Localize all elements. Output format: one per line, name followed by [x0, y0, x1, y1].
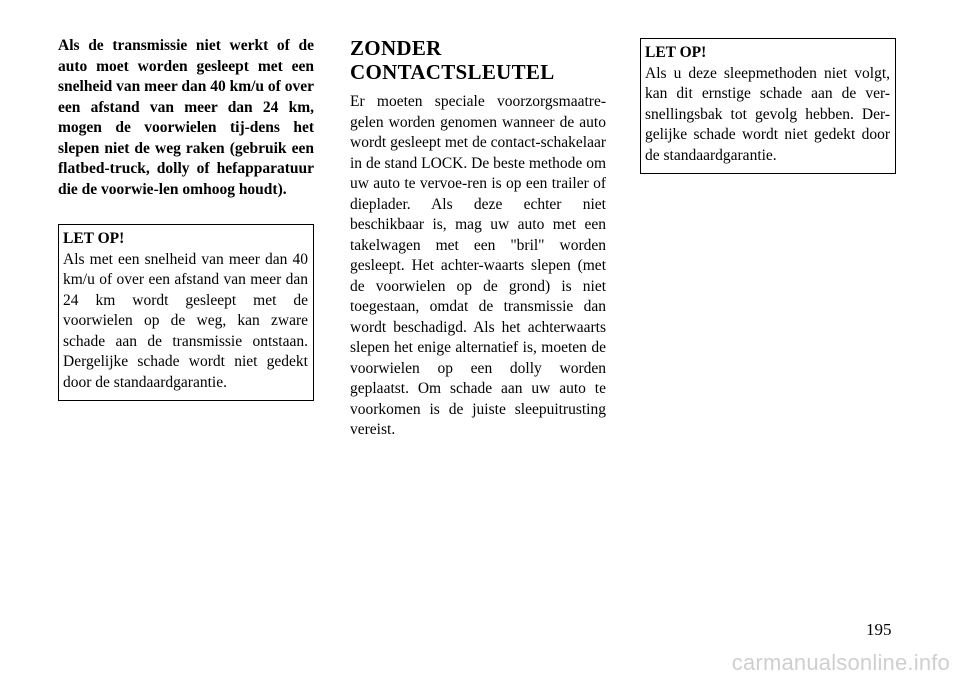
- middle-column: [350, 36, 606, 441]
- towing-warning-paragraph: Als de transmissie niet werkt of de auto moet worden gesleept met een snelheid van meer dan 40 km/u of over een afstand van meer dan 24 km, mogen de voorwielen tij-dens het slepen niet de weg raken (gebruik een flatbed-truck, dolly of hefapparatuur die de voorwie-len omhoog houdt).: [58, 37, 314, 198]
- caution-title: LET OP!: [63, 230, 125, 247]
- caution-title: LET OP!: [645, 44, 707, 61]
- page-number: 195: [866, 620, 892, 639]
- caution-text: Als met een snelheid van meer dan 40 km/u of over een afstand van meer dan 24 km wordt gesleept met de voorwielen op de weg, kan zware schade aan de transmissie ontstaan. Dergelijke schade wordt niet gedekt door de standaardgarantie.: [63, 250, 308, 391]
- caution-box: [640, 38, 896, 174]
- caution-box: [58, 224, 314, 401]
- caution-text: Als u deze sleepmethoden niet volgt, kan dit ernstige schade aan de ver-snellingsbak tot gevolg hebben. Der-gelijke schade wordt niet gedekt door de standaardgarantie.: [645, 64, 890, 164]
- watermark: carmanualsonline.info: [731, 650, 950, 675]
- section-body: Er moeten speciale voorzorgsmaatre-gelen worden genomen wanneer de auto wordt gesleept met de contact-schakelaar in de stand LOCK. De beste methode om uw auto te vervoe-ren is op een trailer of dieplader. Als deze echter niet beschikbaar is, mag uw auto met een takelwagen met een "bril" worden gesleept. Het achter-waarts slepen (met de voorwielen op de grond) is niet toegestaan, omdat de transmissie dan wordt beschadigd. Als het achterwaarts slepen het enige alternatief is, moeten de voorwielen op een dolly worden geplaatst. Om schade aan uw auto te voorkomen is de juiste sleepuitrusting vereist.: [350, 93, 606, 438]
- right-column: [640, 36, 896, 174]
- left-column: [58, 36, 314, 401]
- section-heading: ZONDER CONTACTSLEUTEL: [350, 36, 555, 84]
